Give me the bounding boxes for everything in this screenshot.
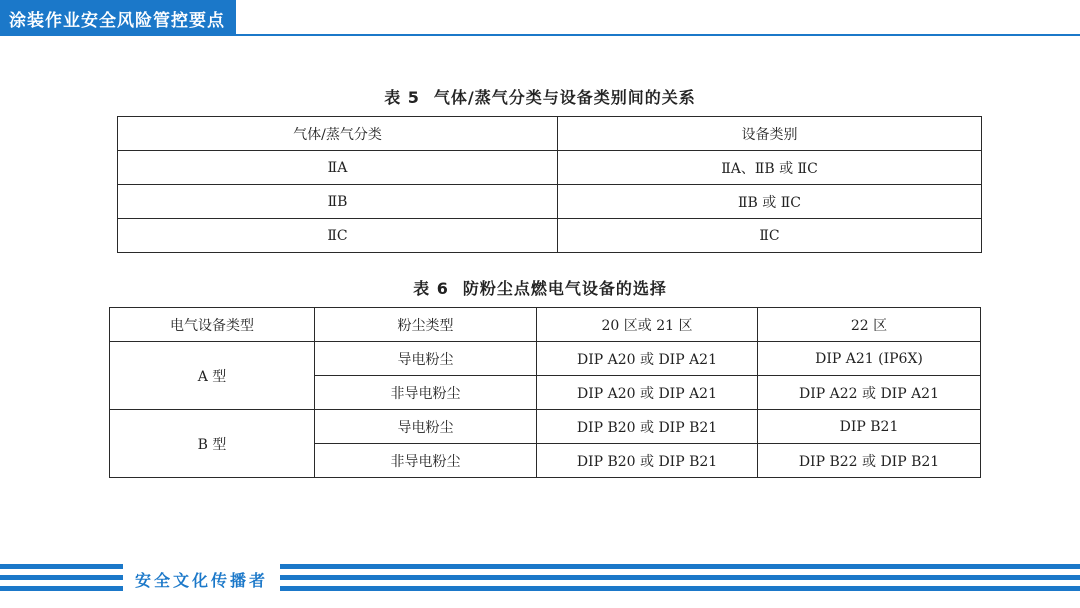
table6-caption-number: 表 6: [413, 279, 449, 298]
table5-caption-number: 表 5: [384, 88, 420, 107]
footer-stripe: [0, 586, 123, 591]
dust-ignition-equipment-table: [109, 307, 981, 478]
table-cell: DIP A20 或 DIP A21: [537, 376, 758, 410]
table-cell: DIP A20 或 DIP A21: [537, 342, 758, 376]
equipment-type-cell: A 型: [110, 342, 315, 410]
table-header-row: [110, 308, 981, 342]
table-row: [118, 219, 982, 253]
table-cell: DIP A21 (IP6X): [758, 342, 981, 376]
table-cell: 导电粉尘: [315, 410, 537, 444]
footer-stripe: [280, 586, 1080, 591]
footer-stripe: [280, 564, 1080, 569]
table5-caption-text: 气体/蒸气分类与设备类别间的关系: [433, 88, 696, 107]
header-title: 涂装作业安全风险管控要点: [9, 10, 225, 31]
table-row: [118, 185, 982, 219]
table-cell: 非导电粉尘: [315, 376, 537, 410]
table-header-cell: 电气设备类型: [110, 308, 315, 342]
table-header-cell: 设备类别: [558, 117, 982, 151]
table-header-cell: 20 区或 21 区: [537, 308, 758, 342]
table-cell: DIP B22 或 DIP B21: [758, 444, 981, 478]
table5-caption: [0, 85, 1080, 108]
footer-label-box: [123, 564, 280, 594]
table-cell: DIP B20 或 DIP B21: [537, 410, 758, 444]
table-cell: DIP B21: [758, 410, 981, 444]
table-row: [110, 342, 981, 376]
table6-caption: [0, 276, 1080, 299]
footer-label: 安全文化传播者: [134, 570, 268, 590]
table-cell: DIP A22 或 DIP A21: [758, 376, 981, 410]
table-cell: ⅡA: [118, 151, 558, 185]
footer-stripe: [280, 575, 1080, 580]
table-cell: DIP B20 或 DIP B21: [537, 444, 758, 478]
table-cell: ⅡB 或 ⅡC: [558, 185, 982, 219]
gas-vapor-classification-table: [117, 116, 982, 253]
header-banner: [0, 0, 236, 36]
table-row: [118, 151, 982, 185]
table-header-cell: 气体/蒸气分类: [118, 117, 558, 151]
table-row: [110, 410, 981, 444]
table-cell: ⅡA、ⅡB 或 ⅡC: [558, 151, 982, 185]
footer-stripe: [0, 575, 123, 580]
table-cell: ⅡB: [118, 185, 558, 219]
table-header-row: [118, 117, 982, 151]
table-cell: 导电粉尘: [315, 342, 537, 376]
table-header-cell: 22 区: [758, 308, 981, 342]
table-cell: ⅡC: [118, 219, 558, 253]
equipment-type-cell: B 型: [110, 410, 315, 478]
footer-stripe: [0, 564, 123, 569]
table-cell: ⅡC: [558, 219, 982, 253]
table-cell: 非导电粉尘: [315, 444, 537, 478]
header-divider: [236, 34, 1080, 36]
table-header-cell: 粉尘类型: [315, 308, 537, 342]
table6-caption-text: 防粉尘点燃电气设备的选择: [462, 279, 667, 298]
